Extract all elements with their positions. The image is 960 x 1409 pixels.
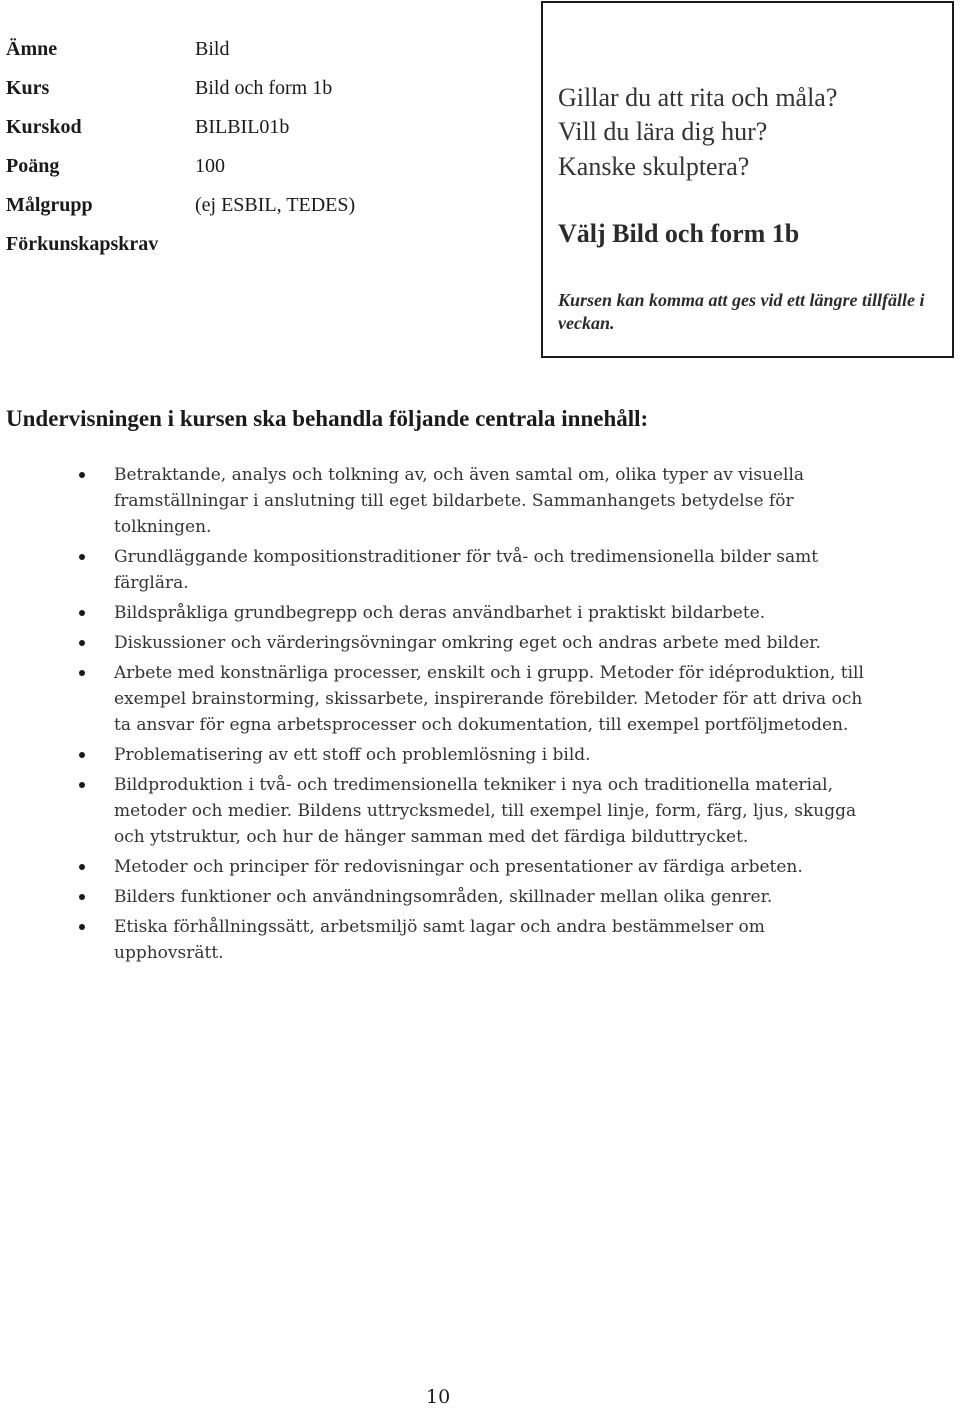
promo-line: Vill du lära dig hur? [558,117,768,146]
list-item [0,914,960,966]
content-list [0,462,960,970]
promo-line: Kanske skulptera? [558,152,750,181]
bullet-icon [79,752,85,758]
course-info-table [6,38,406,272]
bullet-icon [79,924,85,930]
list-item-text: Bildspråkliga grundbegrepp och deras användbarhet i praktiskt bildarbete. [114,603,766,623]
list-item-text: Arbete med konstnärliga processer, enskilt och i grupp. Metoder för idéproduktion, till exempel brainstorming, skissarbete, inspirerande förebilder. Metoder för att driva och ta ansvar för egna arbetsprocesser och dokumentation, till exempel portföljmetoden. [114,663,864,735]
bullet-icon [79,894,85,900]
list-item [0,462,960,540]
list-item [0,742,960,768]
bullet-icon [79,554,85,560]
list-item [0,854,960,880]
bullet-icon [79,472,85,478]
info-value: (ej ESBIL, TEDES) [195,194,356,216]
info-value: Bild och form 1b [195,77,333,99]
list-item [0,884,960,910]
info-row-course-code [6,116,406,155]
promo-title: Välj Bild och form 1b [558,219,800,248]
section-heading: Undervisningen i kursen ska behandla följande centrala innehåll: [6,406,649,431]
info-label: Målgrupp [6,194,93,216]
list-item-text: Betraktande, analys och tolkning av, och även samtal om, olika typer av visuella framställningar i anslutning till eget bildarbete. Sammanhangets betydelse för tolkningen. [114,465,805,537]
list-item-text: Bildproduktion i två- och tredimensionella tekniker i nya och traditionella material, metoder och medier. Bildens uttrycksmedel, till exempel linje, form, färg, ljus, skugga och ytstruktur, och hur de hänger samman med det färdiga bilduttrycket. [114,775,857,847]
info-label: Förkunskapskrav [6,233,159,255]
info-row-subject [6,38,406,77]
list-item-text: Problematisering av ett stoff och problemlösning i bild. [114,745,591,765]
info-row-prerequisites [6,233,406,272]
info-value: Bild [195,38,230,60]
info-value: BILBIL01b [195,116,290,138]
list-item-text: Diskussioner och värderingsövningar omkring eget och andras arbete med bilder. [114,633,821,653]
list-item-text: Grundläggande kompositionstraditioner för två- och tredimensionella bilder samt färglära. [114,547,819,593]
info-row-course [6,77,406,116]
info-label: Poäng [6,155,60,177]
page-number: 10 [426,1386,451,1408]
list-item [0,544,960,596]
bullet-icon [79,610,85,616]
list-item [0,660,960,738]
bullet-icon [79,670,85,676]
list-item-text: Etiska förhållningssätt, arbetsmiljö samt lagar och andra bestämmelser om upphovsrätt. [114,917,765,963]
promo-note: Kursen kan komma att ges vid ett längre tillfälle i veckan. [558,290,925,333]
list-item [0,600,960,626]
bullet-icon [79,864,85,870]
bullet-icon [79,782,85,788]
list-item [0,630,960,656]
list-item-text: Metoder och principer för redovisningar och presentationer av färdiga arbeten. [114,857,803,877]
info-row-target-group [6,194,406,233]
info-label: Ämne [6,38,58,60]
bullet-icon [79,640,85,646]
info-value: 100 [195,155,225,177]
list-item-text: Bilders funktioner och användningsområden, skillnader mellan olika genrer. [114,887,773,907]
list-item [0,772,960,850]
info-label: Kurskod [6,116,82,138]
info-label: Kurs [6,77,50,99]
info-row-points [6,155,406,194]
promo-line: Gillar du att rita och måla? [558,83,838,112]
promo-box [541,1,954,358]
